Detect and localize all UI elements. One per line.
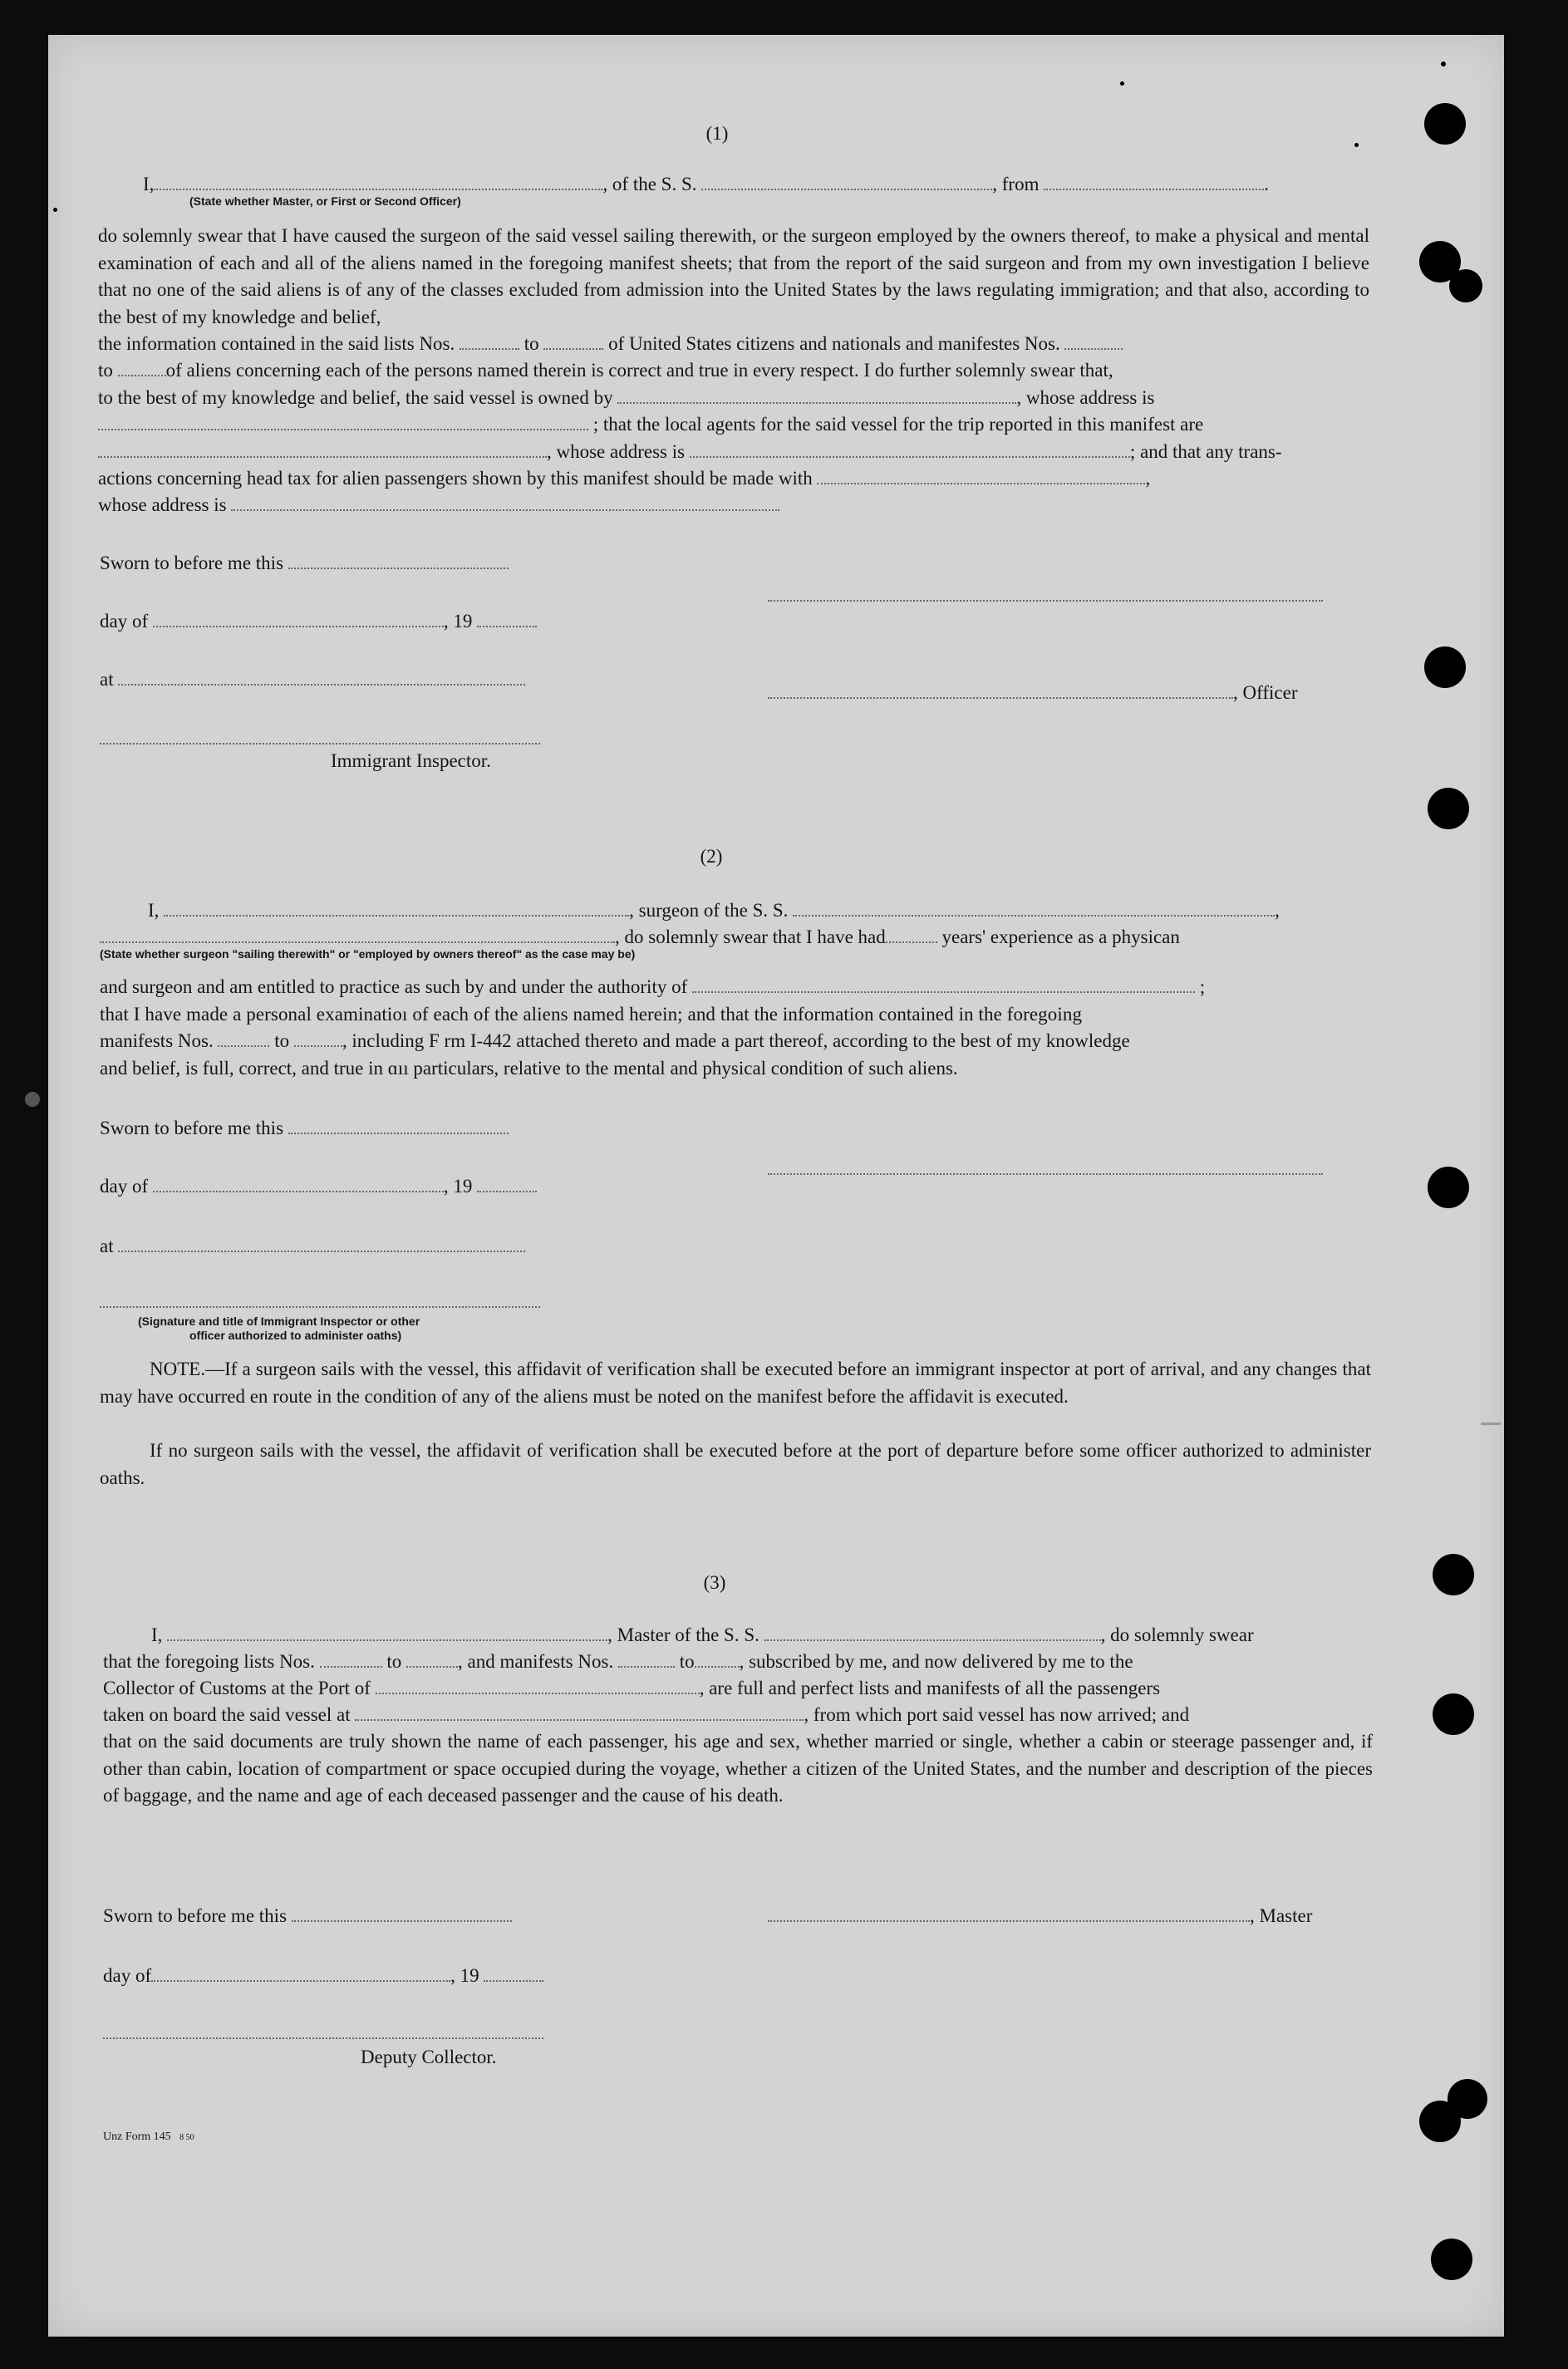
speck (1120, 81, 1124, 86)
sec2-line-years: , do solemnly swear that I have had years' experience as a physican (100, 924, 1180, 951)
sec2-line-manifests: manifests Nos. to , including F rm I-442 attached thereto and made a part thereof, according to the best of my knowledge (100, 1030, 1130, 1051)
sec2-signature-line (768, 1173, 1323, 1175)
sec1-officer: , Officer (768, 680, 1297, 706)
speck (1441, 61, 1446, 66)
sec2-caption: (State whether surgeon "sailing therewith" or "employed by owners thereof" as the case may be) (100, 947, 636, 961)
sec1-inspector: Immigrant Inspector. (331, 750, 491, 771)
binder-hole (1433, 1693, 1474, 1735)
binder-hole (1424, 646, 1466, 688)
sec3-day-of: day of , 19 (103, 1963, 543, 1989)
sec1-line-address: , whose address is ; and that any trans- (98, 439, 1282, 465)
sec1-sworn: Sworn to before me this (100, 550, 509, 577)
sec2-line-i: I, , surgeon of the S. S. , (148, 900, 1280, 921)
sec2-sig-caption-2: officer authorized to administer oaths) (189, 1329, 402, 1342)
sec3-line-taken: taken on board the said vessel at , from which port said vessel has now arrived; and (103, 1704, 1190, 1725)
sec2-day-of: day of , 19 (100, 1173, 537, 1200)
binder-hole (1428, 1167, 1469, 1208)
section-3-heading: (3) (703, 1572, 726, 1593)
form-page (48, 35, 1504, 2337)
section-2-heading: (2) (700, 846, 723, 867)
sec2-sworn: Sworn to before me this (100, 1115, 509, 1142)
binder-hole (1419, 2101, 1461, 2142)
sec3-collector-line (103, 2037, 543, 2039)
sec1-line-to: to of aliens concerning each of the persons named therein is correct and true in every respect. I do further solemnly swear that, (98, 360, 1113, 381)
sec3-master: , Master (768, 1903, 1312, 1929)
sec1-paragraph: do solemnly swear that I have caused the surgeon of the said vessel sailing therewith, or the surgeon employed by the owners thereof, to make a physical and mental examination of each and all of the aliens named in the foregoing manifest sheets; that from the report of the said surgeon and from my own investigation I believe that no one of the said aliens is of any of the classes excluded from admission into the United States by the laws regulating immigration; and that also, according to the best of my knowledge and belief, (98, 225, 1369, 327)
sec2-sig-caption-1: (Signature and title of Immigrant Inspector or other (138, 1315, 420, 1328)
binder-hole (1449, 269, 1482, 302)
sec2-line-exam: that I have made a personal examinatioı of each of the aliens named herein; and that the information contained in the foregoing (100, 1004, 1083, 1025)
sec1-signature-line (768, 600, 1323, 602)
sec3-paragraph: that on the said documents are truly shown the name of each passenger, his age and sex, whether married or single, whether a cabin or steerage passenger and, if other than cabin, location of compartment or space occupied during the voyage, whether a citizen of the United States, and the number and description of the pieces of baggage, and the name and age of each deceased passenger and the cause of his death. (103, 1731, 1373, 1806)
sec3-line-lists: that the foregoing lists Nos. to , and manifests Nos. to , subscribed by me, and now delivered by me to the (103, 1651, 1133, 1672)
speck (53, 208, 57, 212)
sec1-inspector-line (100, 743, 540, 745)
sec1-line-info: the information contained in the said lists Nos. to of United States citizens and nationals and manifestes Nos. (98, 331, 1123, 357)
sec1-line-owned: to the best of my knowledge and belief, the said vessel is owned by , whose address is (98, 387, 1155, 408)
form-number: Unz Form 145 8 50 (103, 2131, 194, 2143)
sec1-at: at (100, 666, 525, 693)
sec2-note-1: NOTE.—If a surgeon sails with the vessel, this affidavit of verification shall be executed before an immigrant inspector at port of arrival, and any changes that may have occurred en route in the condition of any of the aliens must be noted on the manifest before the affidavit is executed. (100, 1359, 1371, 1407)
sec1-line-i: I, , of the S. S. , from . (143, 174, 1269, 194)
sec1-line-tax: actions concerning head tax for alien passengers shown by this manifest should be made with , (98, 468, 1151, 489)
sec2-note-2: If no surgeon sails with the vessel, the affidavit of verification shall be executed before at the port of departure before some officer authorized to administer oaths. (100, 1440, 1371, 1488)
binder-hole (1433, 1554, 1474, 1595)
section-1-heading: (1) (705, 123, 729, 144)
sec3-line-i: I, , Master of the S. S. , do solemnly swear (151, 1624, 1254, 1645)
sec2-line-belief: and belief, is full, correct, and true in ɑıı particulars, relative to the mental and physical condition of such aliens. (100, 1058, 958, 1079)
sec2-line-authority: and surgeon and am entitled to practice as such by and under the authority of ; (100, 976, 1206, 997)
binder-hole (1428, 788, 1469, 829)
sec2-at: at (100, 1233, 525, 1260)
sec2-inspector-line (100, 1306, 540, 1308)
binder-hole (1431, 2239, 1472, 2280)
speck (1354, 143, 1359, 147)
sec1-line-whose: whose address is (98, 492, 779, 519)
sec3-sworn: Sworn to before me this (103, 1903, 512, 1929)
sec3-deputy: Deputy Collector. (361, 2047, 497, 2067)
binder-hole (1424, 103, 1466, 145)
edge-mark (25, 1092, 40, 1107)
sec3-line-collector: Collector of Customs at the Port of , are full and perfect lists and manifests of all the passengers (103, 1678, 1161, 1698)
edge-mark (1481, 1423, 1501, 1425)
sec1-caption: (State whether Master, or First or Second Officer) (189, 194, 461, 208)
sec1-day-of: day of , 19 (100, 608, 537, 635)
sec1-line-agents: ; that the local agents for the said vessel for the trip reported in this manifest are (98, 411, 1203, 438)
